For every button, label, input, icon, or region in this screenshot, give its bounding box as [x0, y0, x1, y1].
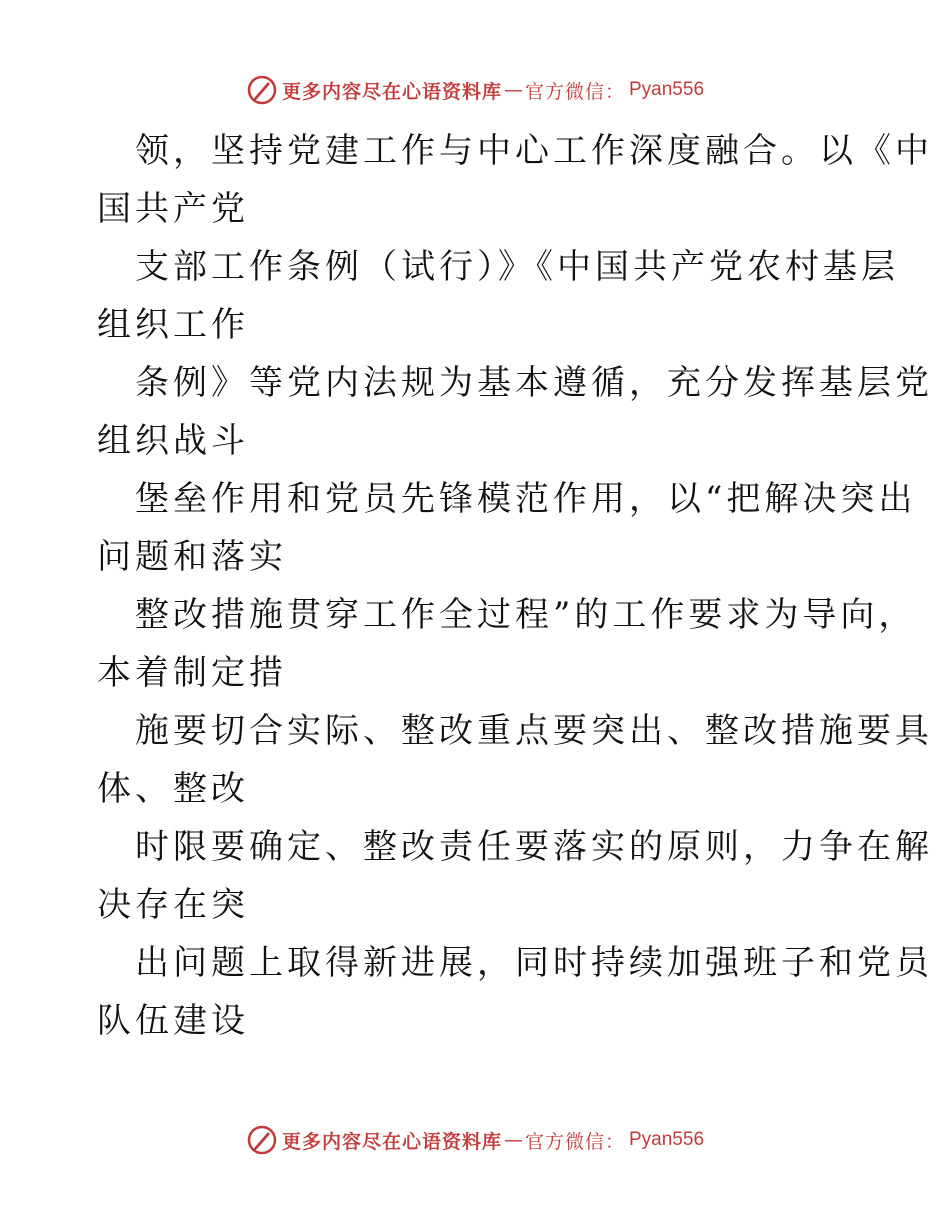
paragraph-line: 队伍建设: [97, 1001, 249, 1041]
document-body: [97, 122, 933, 1050]
paragraph-line: 整改措施贯穿工作全过程”的工作要求为导向，: [135, 595, 917, 635]
quill-logo-icon: [246, 1124, 278, 1156]
paragraph-line: 组织工作: [97, 305, 249, 345]
paragraph-line: 时限要确定、整改责任要落实的原则，力争在解: [135, 827, 933, 867]
paragraph-line: 体、整改: [97, 769, 249, 809]
paragraph-3: [97, 354, 933, 470]
watermark-site: 更多内容尽在心语资料库: [281, 1130, 502, 1153]
paragraph-8: [97, 934, 933, 1050]
watermark-wechat-id: Pyan556: [629, 79, 705, 100]
paragraph-line: 国共产党: [97, 189, 249, 229]
paragraph-line: 出问题上取得新进展，同时持续加强班子和党员: [135, 943, 933, 983]
watermark-wechat-id: Pyan556: [629, 1129, 705, 1150]
paragraph-line: 施要切合实际、整改重点要突出、整改措施要具: [135, 711, 933, 751]
paragraph-line: 决存在突: [97, 885, 249, 925]
footer-watermark: [0, 1120, 950, 1160]
paragraph-line: 领，坚持党建工作与中心工作深度融合。以《中: [135, 131, 933, 171]
quill-logo-icon: [246, 74, 278, 106]
paragraph-line: 本着制定措: [97, 653, 287, 693]
paragraph-1: [97, 122, 933, 238]
watermark-wechat-label: 官方微信：: [524, 1130, 625, 1153]
watermark-dash: —: [503, 1129, 523, 1151]
paragraph-line: 组织战斗: [97, 421, 249, 461]
paragraph-line: 问题和落实: [97, 537, 287, 577]
watermark-dash: —: [503, 79, 523, 101]
paragraph-line: 支部工作条例（试行）》《中国共产党农村基层: [135, 247, 899, 287]
paragraph-line: 堡垒作用和党员先锋模范作用，以“把解决突出: [135, 479, 917, 519]
paragraph-7: [97, 818, 933, 934]
paragraph-2: [97, 238, 899, 354]
watermark-wechat-label: 官方微信：: [524, 80, 625, 103]
paragraph-5: [97, 586, 917, 702]
paragraph-4: [97, 470, 917, 586]
watermark-site: 更多内容尽在心语资料库: [281, 80, 502, 103]
paragraph-6: [97, 702, 933, 818]
header-watermark: [0, 70, 950, 110]
paragraph-line: 条例》等党内法规为基本遵循，充分发挥基层党: [135, 363, 933, 403]
